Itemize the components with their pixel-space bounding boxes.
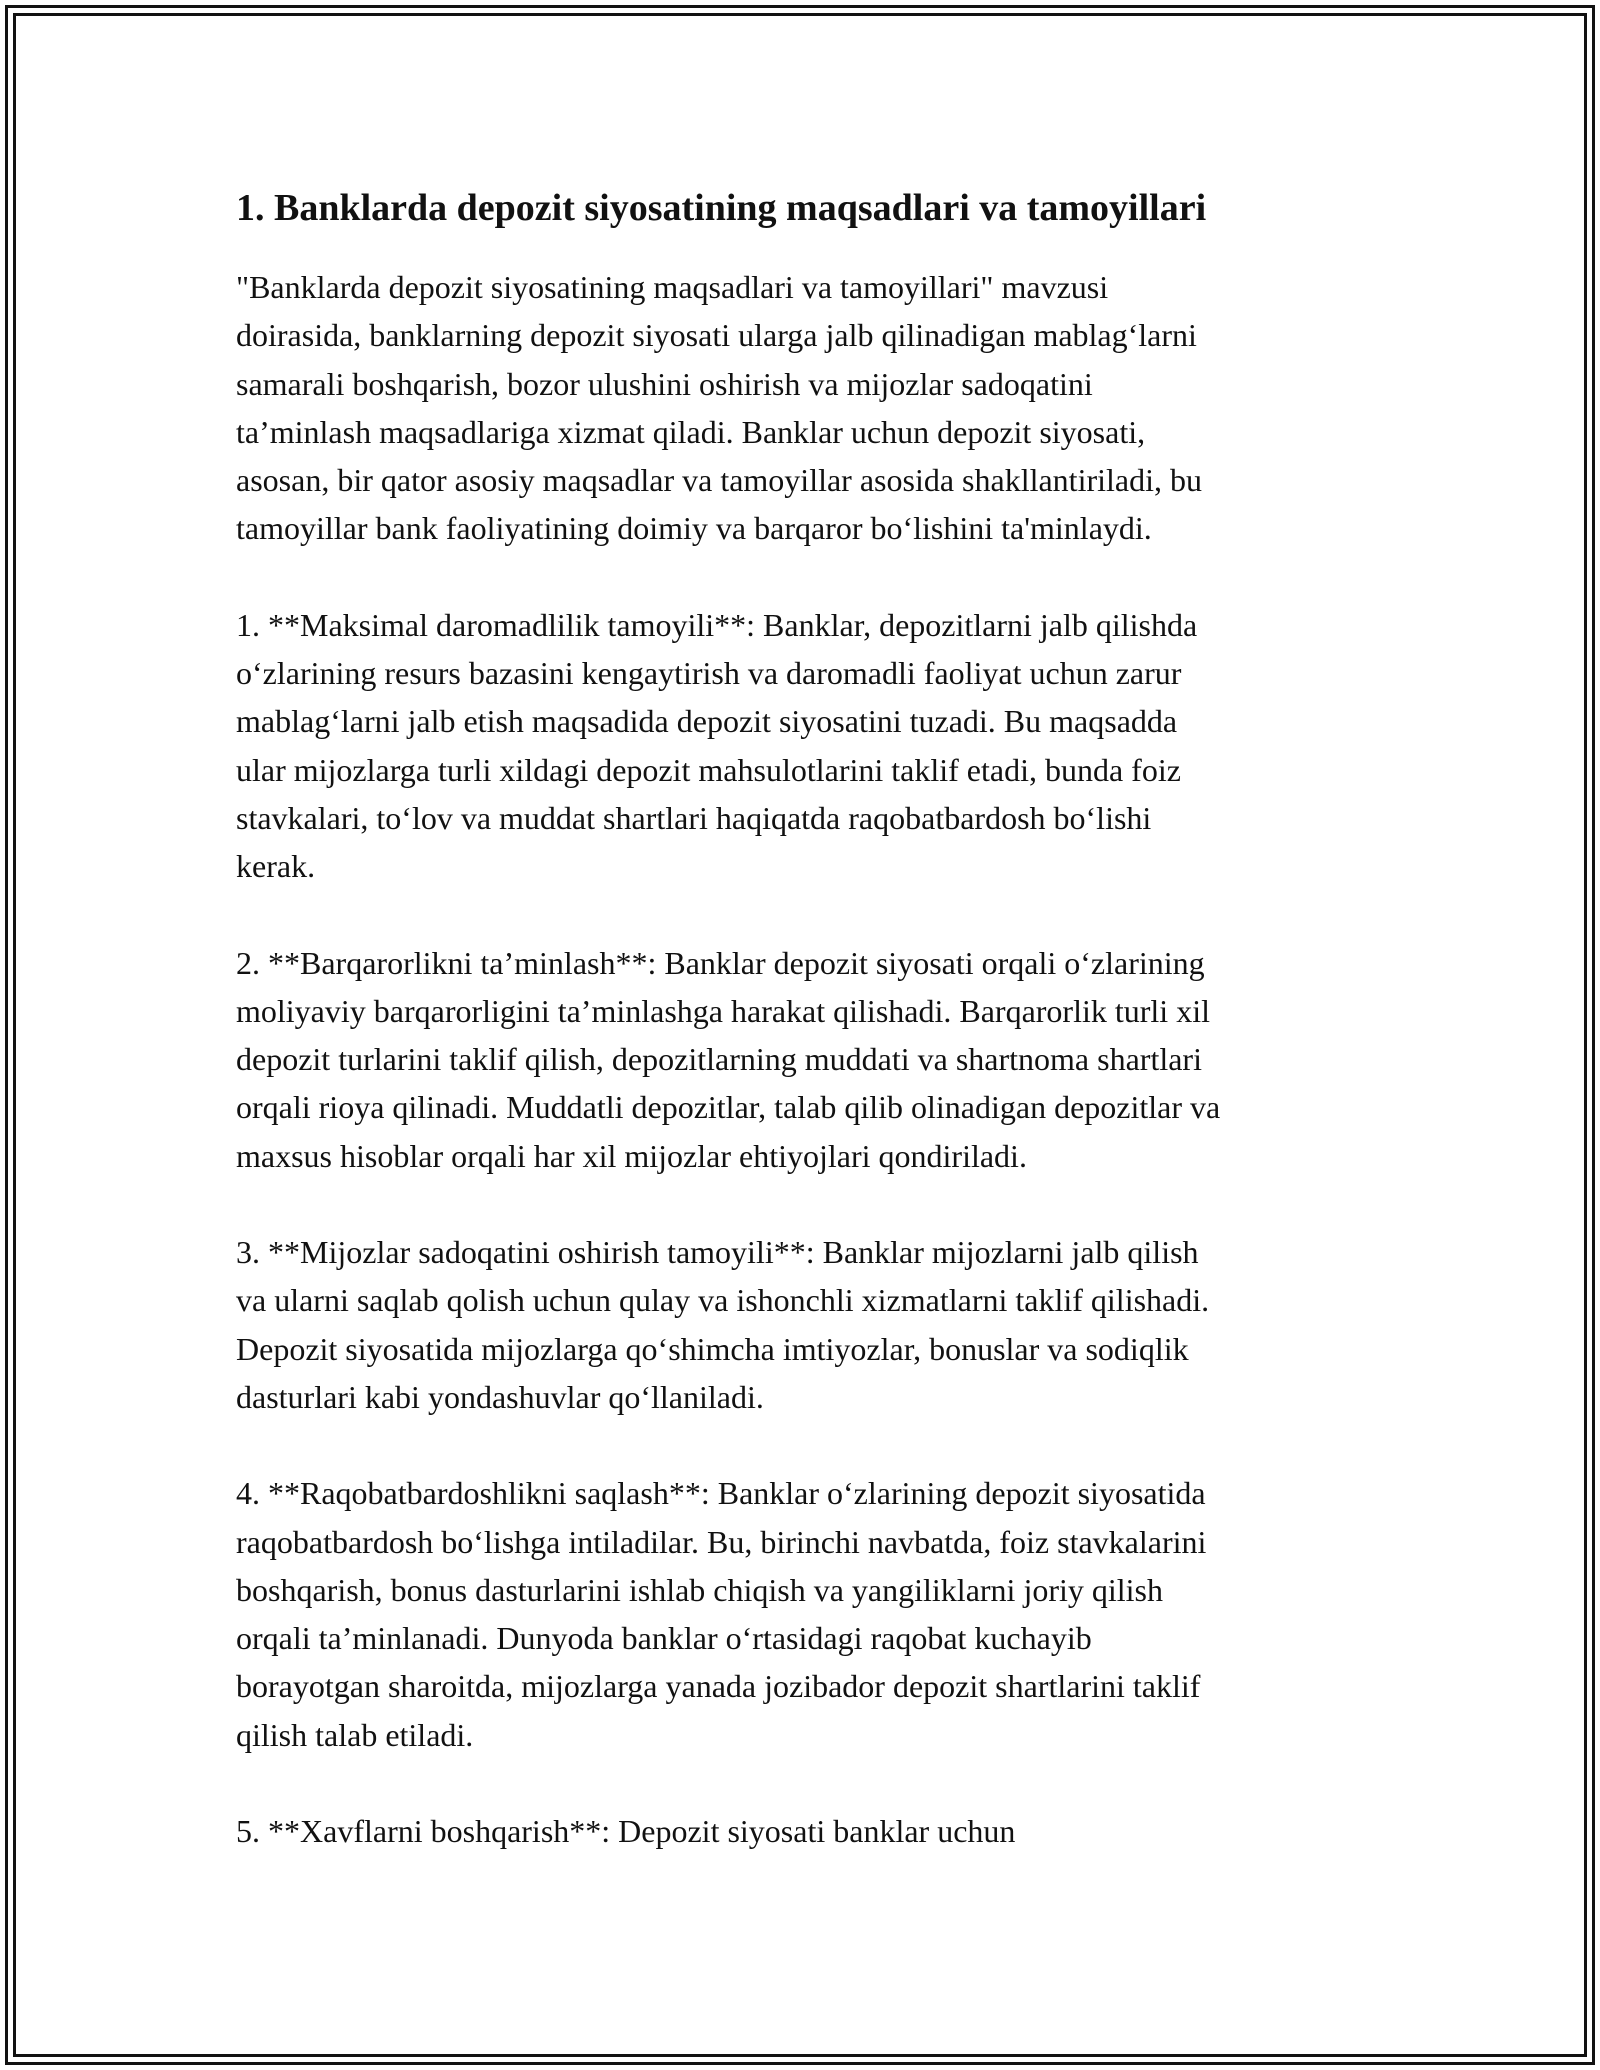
text-line: 1. **Maksimal daromadlilik tamoyili**: Banklar, depozitlarni jalb qilishda [236, 606, 1198, 643]
paragraph [236, 939, 1396, 1180]
text-line: orqali rioya qilinadi. Muddatli depozitlar, talab qilib olinadigan depozitlar va [236, 1089, 1221, 1126]
text-line: boshqarish, bonus dasturlarini ishlab chiqish va yangiliklarni joriy qilish [236, 1571, 1163, 1608]
text-line: tamoyillar bank faoliyatining doimiy va barqaror bo‘lishini ta'minlaydi. [236, 510, 1152, 547]
text-line: qilish talab etiladi. [236, 1716, 474, 1753]
paragraph [236, 1228, 1396, 1421]
text-line: 3. **Mijozlar sadoqatini oshirish tamoyili**: Banklar mijozlarni jalb qilish [236, 1234, 1199, 1271]
text-line: borayotgan sharoitda, mijozlarga yanada jozibador depozit shartlarini taklif [236, 1668, 1201, 1705]
text-line: 4. **Raqobatbardoshlikni saqlash**: Banklar o‘zlarining depozit siyosatida [236, 1475, 1206, 1512]
text-line: maxsus hisoblar orqali har xil mijozlar ehtiyojlari qondiriladi. [236, 1137, 1027, 1174]
text-line: 5. **Xavflarni boshqarish**: Depozit siyosati banklar uchun [236, 1813, 1016, 1850]
text-line: ular mijozlarga turli xildagi depozit mahsulotlarini taklif etadi, bunda foiz [236, 751, 1181, 788]
text-line: 2. **Barqarorlikni ta’minlash**: Banklar depozit siyosati orqali o‘zlarining [236, 944, 1205, 981]
text-line: ta’minlash maqsadlariga xizmat qiladi. Banklar uchun depozit siyosati, [236, 413, 1146, 450]
paragraph [236, 601, 1396, 891]
text-line: doirasida, banklarning depozit siyosati ularga jalb qilinadigan mablag‘larni [236, 317, 1197, 354]
text-line: stavkalari, to‘lov va muddat shartlari haqiqatda raqobatbardosh bo‘lishi [236, 799, 1152, 836]
text-line: moliyaviy barqarorligini ta’minlashga harakat qilishadi. Barqarorlik turli xil [236, 992, 1210, 1029]
text-line: mablag‘larni jalb etish maqsadida depozit siyosatini tuzadi. Bu maqsadda [236, 703, 1178, 740]
paragraph-list [236, 263, 1396, 1855]
text-line: orqali ta’minlanadi. Dunyoda banklar o‘rtasidagi raqobat kuchayib [236, 1620, 1092, 1657]
text-line: "Banklarda depozit siyosatining maqsadlari va tamoyillari" mavzusi [236, 269, 1109, 305]
paragraph [236, 1807, 1396, 1855]
text-line: asosan, bir qator asosiy maqsadlar va tamoyillar asosida shakllantiriladi, bu [236, 462, 1202, 499]
text-line: Depozit siyosatida mijozlarga qo‘shimcha imtiyozlar, bonuslar va sodiqlik [236, 1330, 1189, 1367]
paragraph [236, 263, 1396, 553]
text-line: o‘zlarining resurs bazasini kengaytirish va daromadli faoliyat uchun zarur [236, 655, 1182, 692]
text-line: raqobatbardosh bo‘lishga intiladilar. Bu, birinchi navbatda, foiz stavkalarini [236, 1523, 1207, 1560]
text-line: va ularni saqlab qolish uchun qulay va ishonchli xizmatlarni taklif qilishadi. [236, 1282, 1210, 1319]
text-line: dasturlari kabi yondashuvlar qo‘llaniladi. [236, 1378, 764, 1415]
text-line: samarali boshqarish, bozor ulushini oshirish va mijozlar sadoqatini [236, 365, 1093, 402]
paragraph [236, 1469, 1396, 1759]
text-line: depozit turlarini taklif qilish, depozitlarning muddati va shartnoma shartlari [236, 1041, 1202, 1078]
text-line: kerak. [236, 848, 316, 885]
document-title: 1. Banklarda depozit siyosatining maqsadlari va tamoyillari [236, 187, 1207, 229]
document-body [236, 183, 1396, 1903]
